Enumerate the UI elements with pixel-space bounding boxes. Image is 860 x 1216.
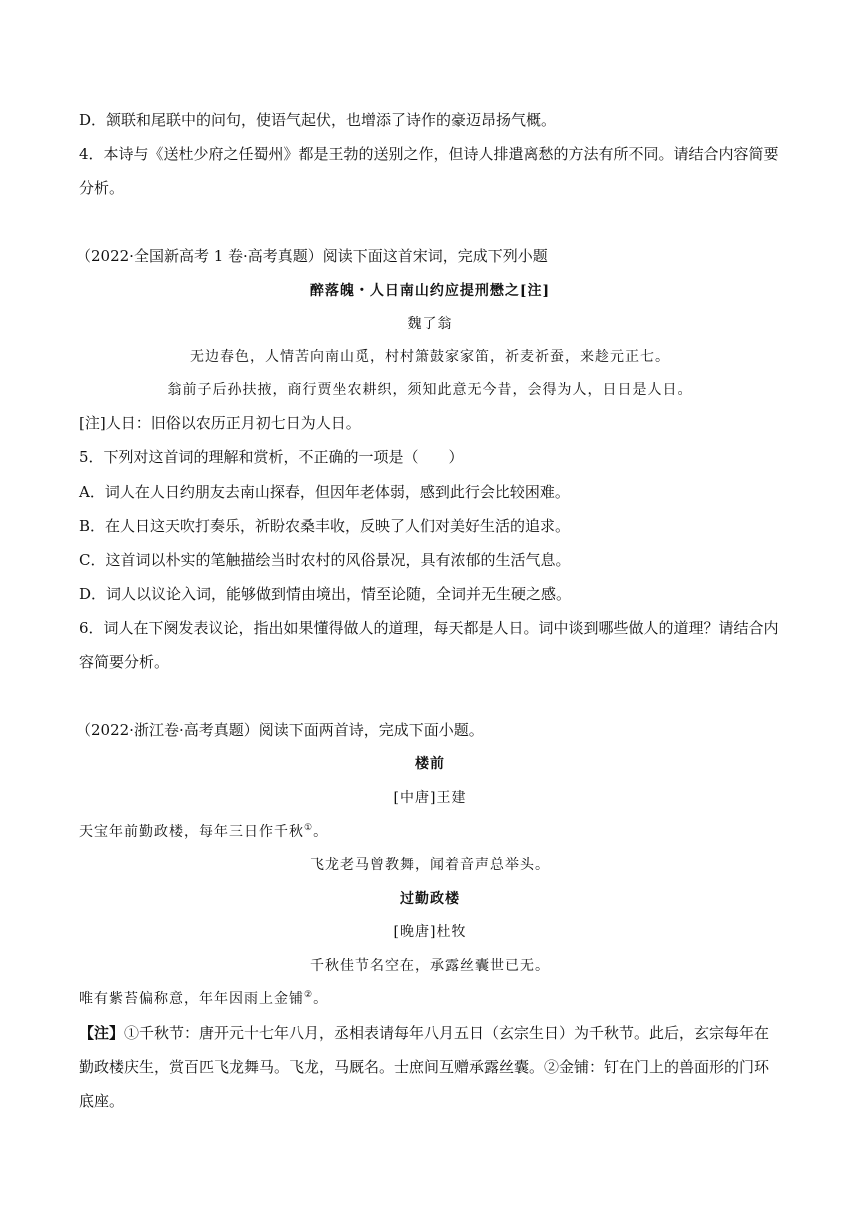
guoqinzhenglou-line-1: 千秋佳节名空在，承露丝囊世已无。 bbox=[310, 958, 550, 974]
louqian-line-2: 飞龙老马曾教舞，闻着音声总举头。 bbox=[310, 857, 550, 873]
q6-text-line2: 容简要分析。 bbox=[79, 653, 170, 671]
section2-intro: （2022·全国新高考 1 卷·高考真题）阅读下面这首宋词，完成下列小题 bbox=[76, 247, 548, 265]
louqian-line-1-text: 天宝年前勤政楼，每年三日作千秋 bbox=[79, 824, 304, 840]
section3-note-line1 bbox=[79, 1023, 800, 1043]
section3-note-line3: 底座。 bbox=[79, 1092, 125, 1110]
section3-intro: （2022·浙江卷·高考真题）阅读下面两首诗，完成下面小题。 bbox=[76, 721, 484, 739]
section3-note-line2: 勤政楼庆生，赏百匹飞龙舞马。飞龙，马厩名。士庶间互赠承露丝囊。②金铺：钉在门上的兽面形的门环 bbox=[79, 1058, 770, 1076]
footnote-mark-1: ① bbox=[304, 823, 314, 833]
q5-option-d: D．词人以议论入词，能够做到情由境出，情至论随，全词并无生硬之感。 bbox=[79, 585, 572, 603]
poem-title-guoqinzhenglou: 过勤政楼 bbox=[400, 891, 460, 907]
q4-text-line2: 分析。 bbox=[79, 179, 125, 197]
louqian-line-1 bbox=[79, 822, 800, 842]
q6-text-line1: 6．词人在下阕发表议论，指出如果懂得做人的道理，每天都是人日。词中谈到哪些做人的道理？请结合内 bbox=[79, 619, 779, 637]
poem-author-wangjian: [中唐]王建 bbox=[393, 790, 467, 806]
q5-stem: 5．下列对这首词的理解和赏析，不正确的一项是（ ） bbox=[79, 448, 464, 466]
louqian-line-1-end: 。 bbox=[313, 824, 329, 840]
guoqinzhenglou-line-2-end: 。 bbox=[313, 991, 329, 1007]
q5-option-a: A．词人在人日约朋友去南山探春，但因年老体弱，感到此行会比较困难。 bbox=[79, 483, 570, 501]
poem-stanza-1: 无边春色，人情苦向南山觅，村村箫鼓家家笛，祈麦祈蚕，来趁元正七。 bbox=[190, 349, 670, 365]
footnote-mark-2: ② bbox=[304, 990, 314, 1000]
note-text-1: ①千秋节：唐开元十七年八月，丞相表请每年八月五日（玄宗生日）为千秋节。此后，玄宗每年在 bbox=[124, 1024, 770, 1042]
q5-option-c: C．这首词以朴实的笔触描绘当时农村的风俗景况，具有浓郁的生活气息。 bbox=[79, 551, 571, 569]
poem-author-weiliaoweng: 魏了翁 bbox=[407, 316, 453, 332]
note-label: 【注】 bbox=[79, 1024, 125, 1042]
q3-option-d: D．颔联和尾联中的问句，使语气起伏，也增添了诗作的豪迈昂扬气概。 bbox=[79, 111, 557, 129]
poem-note: [注]人日：旧俗以农历正月初七日为人日。 bbox=[79, 414, 361, 432]
poem-stanza-2: 翁前子后孙扶掖，商行贾坐农耕织，须知此意无今昔，会得为人，日日是人日。 bbox=[167, 382, 693, 398]
q4-text-line1: 4．本诗与《送杜少府之任蜀州》都是王勃的送别之作，但诗人排遣离愁的方法有所不同。请结合内容简要 bbox=[79, 145, 779, 163]
guoqinzhenglou-line-2-text: 唯有紫苔偏称意，年年因雨上金铺 bbox=[79, 991, 304, 1007]
poem-author-dumu: [晚唐]杜牧 bbox=[393, 924, 467, 940]
poem-title-louqian: 楼前 bbox=[415, 756, 445, 772]
guoqinzhenglou-line-2 bbox=[79, 989, 800, 1009]
q5-option-b: B．在人日这天吹打奏乐，祈盼农桑丰收，反映了人们对美好生活的追求。 bbox=[79, 517, 571, 535]
poem-title-zuiluopo: 醉落魄・人日南山约应提刑懋之[注] bbox=[309, 283, 551, 299]
